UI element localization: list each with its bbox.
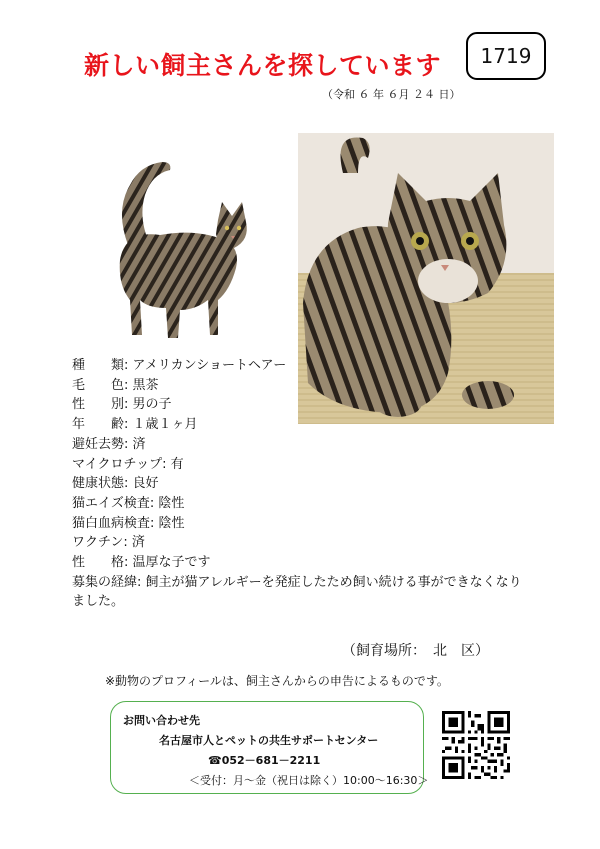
- qr-code-icon[interactable]: [442, 711, 510, 779]
- profile-row-sex: 性 別: 男の子: [72, 395, 532, 415]
- profile-value: 済: [131, 535, 145, 551]
- profile-value: 黒茶: [132, 377, 159, 393]
- profile-row-reason: 募集の経緯: 飼主が猫アレルギーを発症したため飼い続ける事ができなくなりました。: [72, 574, 522, 610]
- profile-value: 有: [170, 456, 184, 472]
- profile-row-microchip: マイクロチップ: 有: [72, 455, 532, 475]
- profile-value: 陰性: [158, 515, 185, 531]
- profile-value: 男の子: [132, 397, 172, 413]
- profile-label: 猫白血病検査: [72, 515, 151, 531]
- profile-label: 年 齢: [72, 417, 125, 433]
- profile-label: 毛 色: [72, 377, 125, 393]
- cat-profile: [72, 356, 532, 612]
- page-title: 新しい飼主さんを探しています: [84, 51, 442, 80]
- cat-photo-standing: [100, 150, 265, 345]
- profile-label: 募集の経緯: [72, 574, 138, 590]
- contact-heading: お問い合わせ先: [123, 714, 200, 727]
- profile-row-color: 毛 色: 黒茶: [72, 376, 532, 396]
- profile-label: 猫エイズ検査: [72, 495, 150, 511]
- contact-box: [110, 701, 429, 794]
- profile-row-vaccine: ワクチン: 済: [72, 533, 532, 553]
- profile-row-fiv-test: 猫エイズ検査: 陰性: [72, 494, 532, 514]
- profile-label: 種 類: [72, 358, 125, 373]
- profile-label: 健康状態: [72, 476, 125, 492]
- profile-disclaimer: ※動物のプロフィールは、飼主さんからの申告によるものです。: [105, 674, 449, 688]
- profile-row-felv-test: 猫白血病検査: 陰性: [72, 514, 532, 534]
- profile-label: 性 別: [72, 397, 125, 413]
- profile-label: 性 格: [72, 555, 125, 571]
- profile-row-personality: 性 格: 温厚な子です: [72, 553, 532, 573]
- contact-organization: 名古屋市人とペットの共生サポートセンター: [159, 734, 379, 747]
- contact-phone: ☎052－681－2211: [208, 754, 321, 767]
- profile-row-age: 年 齢: １歳１ヶ月: [72, 415, 532, 435]
- profile-value: 温厚な子です: [132, 555, 211, 571]
- profile-label: ワクチン: [72, 535, 124, 551]
- profile-label: マイクロチップ: [72, 456, 163, 472]
- profile-row-neutered: 避妊去勢: 済: [72, 435, 532, 455]
- profile-value: アメリカンショートヘアー: [132, 358, 287, 373]
- profile-label: 避妊去勢: [72, 436, 125, 452]
- profile-value: 良好: [132, 476, 159, 492]
- id-number-box: [466, 32, 546, 80]
- profile-value: １歳１ヶ月: [132, 417, 198, 433]
- id-number: 1719: [480, 44, 532, 68]
- profile-row-health: 健康状態: 良好: [72, 474, 532, 494]
- profile-value: 飼主が猫アレルギーを発症したため飼い続ける事ができなくなりました。: [72, 574, 522, 610]
- profile-value: 済: [132, 436, 146, 452]
- posting-date: （令和 ６ 年 ６月 ２４ 日）: [322, 88, 461, 101]
- profile-row-breed: 種 類: アメリカンショートヘアー: [72, 356, 532, 376]
- care-location: （飼育場所： 北 区）: [342, 643, 489, 659]
- contact-hours: ＜受付：月～金（祝日は除く）10:00～16:30＞: [189, 774, 429, 787]
- profile-value: 陰性: [158, 495, 185, 511]
